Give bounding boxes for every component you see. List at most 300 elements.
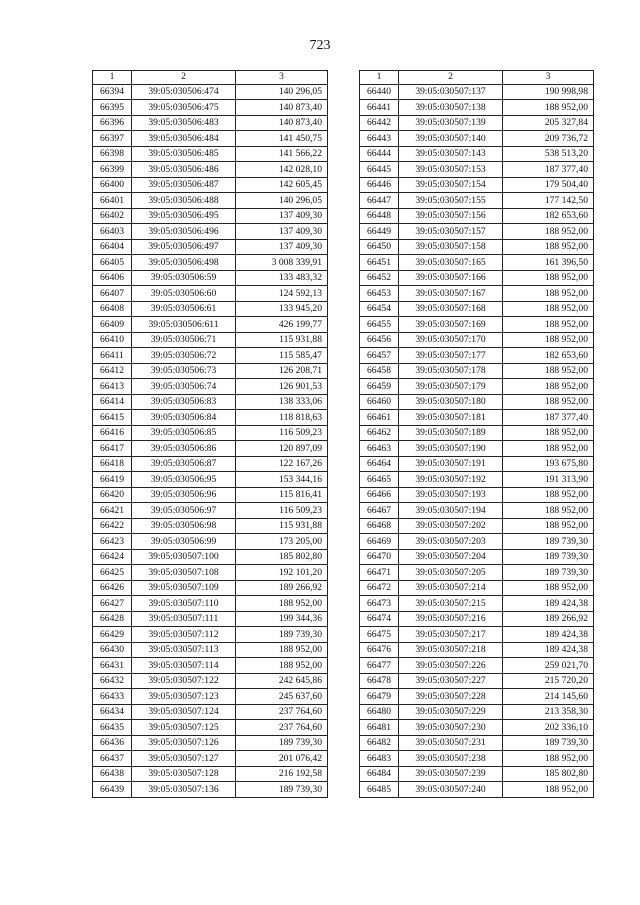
cadastral-number-cell: 39:05:030506:486	[132, 162, 236, 178]
value-cell: 215 720,20	[503, 673, 594, 689]
value-cell: 142 028,10	[236, 162, 328, 178]
table-row	[360, 673, 594, 689]
table-row	[360, 270, 594, 286]
row-number-cell: 66427	[93, 596, 132, 612]
table-row	[360, 735, 594, 751]
table-row	[360, 627, 594, 643]
table-row	[360, 503, 594, 519]
table-row	[360, 580, 594, 596]
value-cell: 188 952,00	[503, 332, 594, 348]
cadastral-number-cell: 39:05:030507:226	[399, 658, 503, 674]
row-number-cell: 66424	[93, 549, 132, 565]
cadastral-number-cell: 39:05:030506:495	[132, 208, 236, 224]
value-cell: 189 739,30	[236, 782, 328, 798]
column-header-number: 1	[360, 71, 399, 85]
table-row	[93, 441, 328, 457]
table-row	[93, 317, 328, 333]
table-row	[360, 472, 594, 488]
row-number-cell: 66467	[360, 503, 399, 519]
value-cell: 189 424,38	[503, 642, 594, 658]
table-row	[360, 456, 594, 472]
value-cell: 141 450,75	[236, 131, 328, 147]
row-number-cell: 66466	[360, 487, 399, 503]
value-cell: 142 605,45	[236, 177, 328, 193]
value-cell: 185 802,80	[236, 549, 328, 565]
table-row	[360, 642, 594, 658]
row-number-cell: 66465	[360, 472, 399, 488]
row-number-cell: 66404	[93, 239, 132, 255]
table-row	[360, 348, 594, 364]
value-cell: 140 873,40	[236, 100, 328, 116]
cadastral-number-cell: 39:05:030506:475	[132, 100, 236, 116]
table-row	[360, 751, 594, 767]
table-row	[360, 255, 594, 271]
table-row	[360, 115, 594, 131]
row-number-cell: 66426	[93, 580, 132, 596]
cadastral-number-cell: 39:05:030506:60	[132, 286, 236, 302]
cadastral-number-cell: 39:05:030506:488	[132, 193, 236, 209]
cadastral-number-cell: 39:05:030506:95	[132, 472, 236, 488]
cadastral-number-cell: 39:05:030507:193	[399, 487, 503, 503]
table-row	[360, 131, 594, 147]
value-cell: 118 818,63	[236, 410, 328, 426]
table-row	[93, 301, 328, 317]
value-cell: 188 952,00	[503, 301, 594, 317]
table-row	[93, 84, 328, 100]
cadastral-number-cell: 39:05:030506:84	[132, 410, 236, 426]
cadastral-table-right	[359, 70, 594, 798]
value-cell: 140 873,40	[236, 115, 328, 131]
value-cell: 189 739,30	[236, 627, 328, 643]
value-cell: 116 509,23	[236, 503, 328, 519]
cadastral-number-cell: 39:05:030507:194	[399, 503, 503, 519]
table-row	[93, 689, 328, 705]
table-row	[360, 162, 594, 178]
column-header-cadastral-number: 2	[132, 71, 236, 85]
value-cell: 137 409,30	[236, 239, 328, 255]
table-row	[360, 332, 594, 348]
cadastral-number-cell: 39:05:030507:190	[399, 441, 503, 457]
table-row	[93, 348, 328, 364]
value-cell: 188 952,00	[503, 394, 594, 410]
row-number-cell: 66462	[360, 425, 399, 441]
value-cell: 188 952,00	[503, 518, 594, 534]
cadastral-number-cell: 39:05:030507:239	[399, 766, 503, 782]
table-row	[360, 534, 594, 550]
table-row	[360, 441, 594, 457]
table-row	[360, 596, 594, 612]
table-row	[93, 751, 328, 767]
table-row	[360, 379, 594, 395]
row-number-cell: 66397	[93, 131, 132, 147]
row-number-cell: 66453	[360, 286, 399, 302]
row-number-cell: 66425	[93, 565, 132, 581]
value-cell: 122 167,26	[236, 456, 328, 472]
table-row	[93, 487, 328, 503]
table-row	[93, 332, 328, 348]
value-cell: 214 145,60	[503, 689, 594, 705]
cadastral-number-cell: 39:05:030507:114	[132, 658, 236, 674]
cadastral-number-cell: 39:05:030507:177	[399, 348, 503, 364]
table-row	[93, 518, 328, 534]
cadastral-number-cell: 39:05:030506:86	[132, 441, 236, 457]
table-row	[93, 115, 328, 131]
row-number-cell: 66448	[360, 208, 399, 224]
row-number-cell: 66433	[93, 689, 132, 705]
row-number-cell: 66456	[360, 332, 399, 348]
value-cell: 192 101,20	[236, 565, 328, 581]
table-row	[93, 410, 328, 426]
table-row	[360, 317, 594, 333]
row-number-cell: 66419	[93, 472, 132, 488]
table-row	[93, 627, 328, 643]
value-cell: 189 739,30	[503, 534, 594, 550]
row-number-cell: 66484	[360, 766, 399, 782]
row-number-cell: 66475	[360, 627, 399, 643]
row-number-cell: 66458	[360, 363, 399, 379]
row-number-cell: 66436	[93, 735, 132, 751]
cadastral-number-cell: 39:05:030507:169	[399, 317, 503, 333]
row-number-cell: 66441	[360, 100, 399, 116]
row-number-cell: 66478	[360, 673, 399, 689]
cadastral-number-cell: 39:05:030507:231	[399, 735, 503, 751]
value-cell: 188 952,00	[503, 782, 594, 798]
value-cell: 185 802,80	[503, 766, 594, 782]
cadastral-number-cell: 39:05:030507:217	[399, 627, 503, 643]
row-number-cell: 66423	[93, 534, 132, 550]
value-cell: 188 952,00	[236, 596, 328, 612]
table-row	[93, 286, 328, 302]
row-number-cell: 66477	[360, 658, 399, 674]
value-cell: 173 205,00	[236, 534, 328, 550]
cadastral-number-cell: 39:05:030506:496	[132, 224, 236, 240]
cadastral-number-cell: 39:05:030507:139	[399, 115, 503, 131]
table-row	[93, 534, 328, 550]
row-number-cell: 66460	[360, 394, 399, 410]
value-cell: 188 952,00	[503, 379, 594, 395]
table-row	[360, 286, 594, 302]
table-row	[360, 363, 594, 379]
value-cell: 115 931,88	[236, 332, 328, 348]
table-row	[93, 100, 328, 116]
cadastral-number-cell: 39:05:030507:138	[399, 100, 503, 116]
table-row	[93, 131, 328, 147]
row-number-cell: 66468	[360, 518, 399, 534]
table-row	[93, 177, 328, 193]
column-header-value: 3	[236, 71, 328, 85]
column-header-cadastral-number: 2	[399, 71, 503, 85]
cadastral-number-cell: 39:05:030507:180	[399, 394, 503, 410]
row-number-cell: 66428	[93, 611, 132, 627]
value-cell: 189 424,38	[503, 596, 594, 612]
table-row	[360, 704, 594, 720]
cadastral-number-cell: 39:05:030506:87	[132, 456, 236, 472]
value-cell: 237 764,60	[236, 720, 328, 736]
table-row	[360, 100, 594, 116]
value-cell: 237 764,60	[236, 704, 328, 720]
table-row	[360, 208, 594, 224]
table-row	[93, 503, 328, 519]
row-number-cell: 66399	[93, 162, 132, 178]
table-row	[360, 394, 594, 410]
cadastral-number-cell: 39:05:030507:205	[399, 565, 503, 581]
cadastral-number-cell: 39:05:030507:127	[132, 751, 236, 767]
table-row	[360, 410, 594, 426]
value-cell: 177 142,50	[503, 193, 594, 209]
value-cell: 242 645,86	[236, 673, 328, 689]
table-row	[93, 193, 328, 209]
row-number-cell: 66452	[360, 270, 399, 286]
row-number-cell: 66447	[360, 193, 399, 209]
row-number-cell: 66435	[93, 720, 132, 736]
table-row	[93, 596, 328, 612]
cadastral-number-cell: 39:05:030507:202	[399, 518, 503, 534]
table-row	[360, 487, 594, 503]
cadastral-number-cell: 39:05:030507:140	[399, 131, 503, 147]
value-cell: 138 333,06	[236, 394, 328, 410]
value-cell: 179 504,40	[503, 177, 594, 193]
cadastral-number-cell: 39:05:030506:483	[132, 115, 236, 131]
cadastral-number-cell: 39:05:030506:73	[132, 363, 236, 379]
cadastral-number-cell: 39:05:030507:179	[399, 379, 503, 395]
value-cell: 189 739,30	[503, 549, 594, 565]
value-cell: 140 296,05	[236, 193, 328, 209]
cadastral-number-cell: 39:05:030507:154	[399, 177, 503, 193]
table-row	[93, 456, 328, 472]
row-number-cell: 66442	[360, 115, 399, 131]
value-cell: 124 592,13	[236, 286, 328, 302]
row-number-cell: 66461	[360, 410, 399, 426]
row-number-cell: 66454	[360, 301, 399, 317]
table-row	[93, 208, 328, 224]
cadastral-number-cell: 39:05:030507:228	[399, 689, 503, 705]
table-row	[93, 565, 328, 581]
value-cell: 188 952,00	[503, 224, 594, 240]
cadastral-number-cell: 39:05:030507:227	[399, 673, 503, 689]
row-number-cell: 66445	[360, 162, 399, 178]
row-number-cell: 66400	[93, 177, 132, 193]
row-number-cell: 66405	[93, 255, 132, 271]
value-cell: 188 952,00	[503, 239, 594, 255]
row-number-cell: 66455	[360, 317, 399, 333]
cadastral-number-cell: 39:05:030506:59	[132, 270, 236, 286]
value-cell: 202 336,10	[503, 720, 594, 736]
cadastral-number-cell: 39:05:030506:611	[132, 317, 236, 333]
value-cell: 133 945,20	[236, 301, 328, 317]
value-cell: 426 199,77	[236, 317, 328, 333]
column-header-number: 1	[93, 71, 132, 85]
value-cell: 187 377,40	[503, 410, 594, 426]
value-cell: 187 377,40	[503, 162, 594, 178]
cadastral-number-cell: 39:05:030507:137	[399, 84, 503, 100]
table-row	[93, 146, 328, 162]
row-number-cell: 66411	[93, 348, 132, 364]
row-number-cell: 66402	[93, 208, 132, 224]
cadastral-number-cell: 39:05:030507:165	[399, 255, 503, 271]
row-number-cell: 66412	[93, 363, 132, 379]
cadastral-number-cell: 39:05:030506:74	[132, 379, 236, 395]
row-number-cell: 66432	[93, 673, 132, 689]
table-row	[93, 735, 328, 751]
row-number-cell: 66439	[93, 782, 132, 798]
value-cell: 115 816,41	[236, 487, 328, 503]
value-cell: 140 296,05	[236, 84, 328, 100]
cadastral-number-cell: 39:05:030507:109	[132, 580, 236, 596]
cadastral-number-cell: 39:05:030506:485	[132, 146, 236, 162]
value-cell: 189 739,30	[503, 735, 594, 751]
value-cell: 182 653,60	[503, 208, 594, 224]
value-cell: 126 208,71	[236, 363, 328, 379]
value-cell: 188 952,00	[236, 658, 328, 674]
row-number-cell: 66473	[360, 596, 399, 612]
row-number-cell: 66437	[93, 751, 132, 767]
row-number-cell: 66420	[93, 487, 132, 503]
cadastral-number-cell: 39:05:030507:167	[399, 286, 503, 302]
table-row	[360, 425, 594, 441]
cadastral-number-cell: 39:05:030507:153	[399, 162, 503, 178]
cadastral-number-cell: 39:05:030507:170	[399, 332, 503, 348]
cadastral-number-cell: 39:05:030506:497	[132, 239, 236, 255]
value-cell: 189 739,30	[236, 735, 328, 751]
column-header-value: 3	[503, 71, 594, 85]
value-cell: 538 513,20	[503, 146, 594, 162]
row-number-cell: 66398	[93, 146, 132, 162]
value-cell: 188 952,00	[503, 441, 594, 457]
row-number-cell: 66479	[360, 689, 399, 705]
cadastral-number-cell: 39:05:030507:216	[399, 611, 503, 627]
row-number-cell: 66407	[93, 286, 132, 302]
row-number-cell: 66472	[360, 580, 399, 596]
cadastral-number-cell: 39:05:030507:189	[399, 425, 503, 441]
cadastral-number-cell: 39:05:030506:83	[132, 394, 236, 410]
row-number-cell: 66394	[93, 84, 132, 100]
table-row	[360, 766, 594, 782]
row-number-cell: 66443	[360, 131, 399, 147]
row-number-cell: 66449	[360, 224, 399, 240]
cadastral-number-cell: 39:05:030507:229	[399, 704, 503, 720]
value-cell: 201 076,42	[236, 751, 328, 767]
cadastral-number-cell: 39:05:030506:85	[132, 425, 236, 441]
cadastral-number-cell: 39:05:030507:108	[132, 565, 236, 581]
cadastral-table-left	[92, 70, 328, 798]
cadastral-number-cell: 39:05:030507:100	[132, 549, 236, 565]
value-cell: 209 736,72	[503, 131, 594, 147]
value-cell: 191 313,90	[503, 472, 594, 488]
value-cell: 188 952,00	[503, 363, 594, 379]
cadastral-number-cell: 39:05:030506:61	[132, 301, 236, 317]
row-number-cell: 66421	[93, 503, 132, 519]
value-cell: 188 952,00	[503, 580, 594, 596]
cadastral-number-cell: 39:05:030507:192	[399, 472, 503, 488]
row-number-cell: 66417	[93, 441, 132, 457]
row-number-cell: 66481	[360, 720, 399, 736]
cadastral-number-cell: 39:05:030506:97	[132, 503, 236, 519]
cadastral-number-cell: 39:05:030507:112	[132, 627, 236, 643]
table-row	[93, 472, 328, 488]
row-number-cell: 66395	[93, 100, 132, 116]
cadastral-number-cell: 39:05:030507:238	[399, 751, 503, 767]
table-row	[360, 782, 594, 798]
row-number-cell: 66410	[93, 332, 132, 348]
row-number-cell: 66470	[360, 549, 399, 565]
cadastral-number-cell: 39:05:030507:166	[399, 270, 503, 286]
cadastral-number-cell: 39:05:030506:474	[132, 84, 236, 100]
value-cell: 189 739,30	[503, 565, 594, 581]
table-row	[93, 255, 328, 271]
table-row	[93, 766, 328, 782]
table-row	[93, 611, 328, 627]
row-number-cell: 66413	[93, 379, 132, 395]
row-number-cell: 66440	[360, 84, 399, 100]
cadastral-number-cell: 39:05:030507:111	[132, 611, 236, 627]
value-cell: 259 021,70	[503, 658, 594, 674]
value-cell: 190 998,98	[503, 84, 594, 100]
cadastral-number-cell: 39:05:030507:156	[399, 208, 503, 224]
table-row	[93, 270, 328, 286]
row-number-cell: 66422	[93, 518, 132, 534]
table-row	[93, 239, 328, 255]
row-number-cell: 66476	[360, 642, 399, 658]
cadastral-number-cell: 39:05:030507:126	[132, 735, 236, 751]
table-row	[93, 549, 328, 565]
value-cell: 188 952,00	[503, 425, 594, 441]
cadastral-number-cell: 39:05:030506:498	[132, 255, 236, 271]
row-number-cell: 66409	[93, 317, 132, 333]
row-number-cell: 66444	[360, 146, 399, 162]
table-row	[360, 549, 594, 565]
cadastral-number-cell: 39:05:030507:124	[132, 704, 236, 720]
cadastral-number-cell: 39:05:030506:484	[132, 131, 236, 147]
cadastral-number-cell: 39:05:030506:71	[132, 332, 236, 348]
value-cell: 115 585,47	[236, 348, 328, 364]
row-number-cell: 66474	[360, 611, 399, 627]
value-cell: 188 952,00	[503, 751, 594, 767]
cadastral-number-cell: 39:05:030507:214	[399, 580, 503, 596]
table-row	[93, 425, 328, 441]
table-row	[360, 689, 594, 705]
cadastral-number-cell: 39:05:030507:203	[399, 534, 503, 550]
cadastral-number-cell: 39:05:030507:110	[132, 596, 236, 612]
cadastral-number-cell: 39:05:030507:168	[399, 301, 503, 317]
value-cell: 216 192,58	[236, 766, 328, 782]
row-number-cell: 66464	[360, 456, 399, 472]
cadastral-number-cell: 39:05:030507:128	[132, 766, 236, 782]
row-number-cell: 66485	[360, 782, 399, 798]
value-cell: 189 266,92	[236, 580, 328, 596]
row-number-cell: 66396	[93, 115, 132, 131]
row-number-cell: 66459	[360, 379, 399, 395]
row-number-cell: 66416	[93, 425, 132, 441]
table-row	[360, 720, 594, 736]
table-header-row	[360, 71, 594, 85]
table-row	[360, 224, 594, 240]
table-row	[360, 658, 594, 674]
row-number-cell: 66471	[360, 565, 399, 581]
value-cell: 120 897,09	[236, 441, 328, 457]
value-cell: 182 653,60	[503, 348, 594, 364]
row-number-cell: 66431	[93, 658, 132, 674]
value-cell: 189 266,92	[503, 611, 594, 627]
value-cell: 199 344,36	[236, 611, 328, 627]
value-cell: 141 566,22	[236, 146, 328, 162]
cadastral-number-cell: 39:05:030506:72	[132, 348, 236, 364]
cadastral-number-cell: 39:05:030507:191	[399, 456, 503, 472]
row-number-cell: 66403	[93, 224, 132, 240]
row-number-cell: 66401	[93, 193, 132, 209]
value-cell: 116 509,23	[236, 425, 328, 441]
value-cell: 188 952,00	[236, 642, 328, 658]
table-row	[93, 720, 328, 736]
